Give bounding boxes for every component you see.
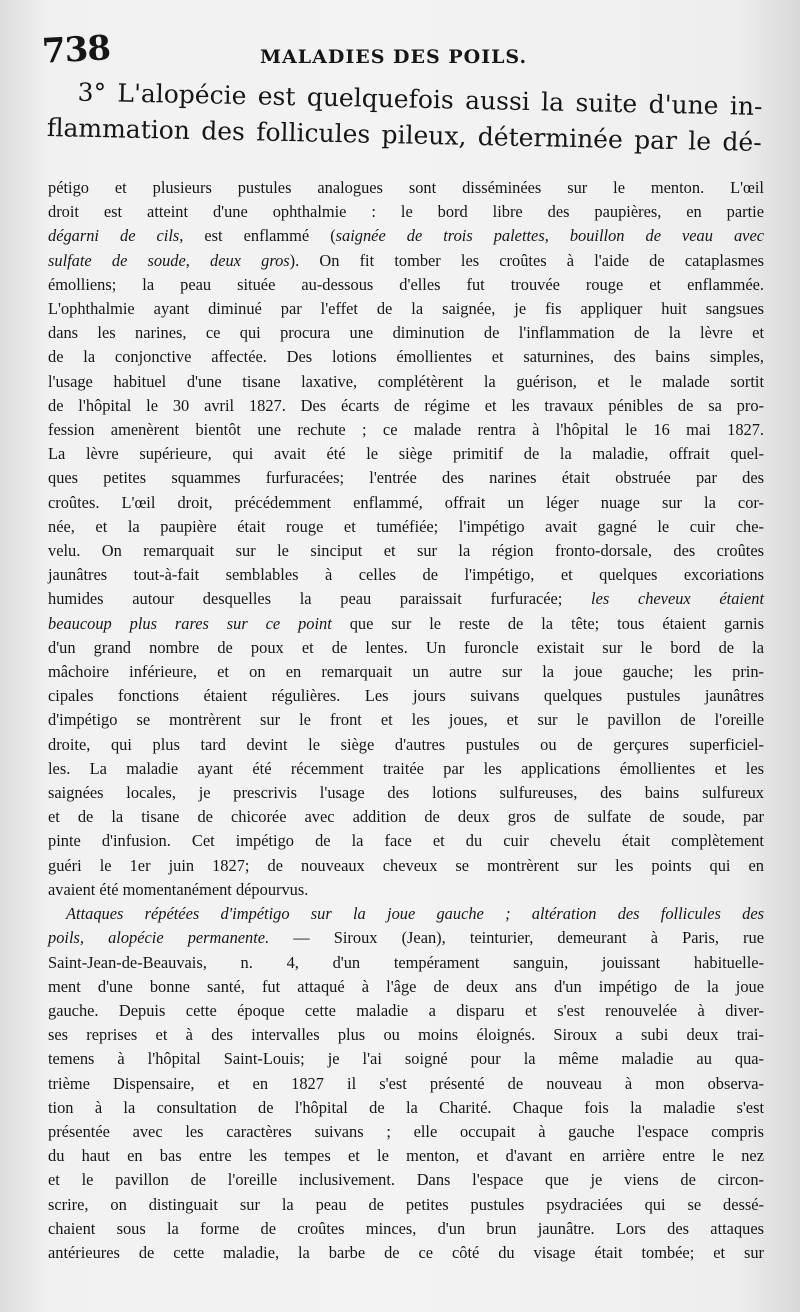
body-text-segment: , est enflammé ( bbox=[179, 226, 336, 246]
case-title-italic: Attaques répétées d'impétigo sur la joue gauche ; altération des follicules des bbox=[66, 904, 764, 924]
running-title: MALADIES DES POILS. bbox=[260, 46, 528, 68]
italic-segment: les cheveux étaient bbox=[591, 589, 764, 609]
body-text-segment: les. La maladie ayant été récemment traitée par les applications émollientes et les bbox=[48, 758, 764, 778]
body-text-segment: pinte d'infusion. Cet impétigo de la face et du cuir chevelu était complètement bbox=[48, 831, 764, 851]
lead-line: 3° L'alopécie est quelquefois aussi la suite d'une in- bbox=[77, 77, 763, 121]
body-text-segment: droite, qui plus tard devint le siège d'autres pustules ou de gerçures superficiel- bbox=[48, 734, 764, 754]
body-text-segment: ). On fit tomber les croûtes à l'aide de cataplasmes bbox=[289, 250, 765, 270]
italic-segment: beaucoup plus rares sur ce point bbox=[48, 613, 332, 633]
body-text-segment: fession amenèrent bientôt une rechute ; ce malade rentra à l'hôpital le 16 mai 1827. bbox=[48, 420, 764, 440]
italic-segment: deux gros bbox=[210, 250, 290, 270]
body-text-segment: droit est atteint d'une ophthalmie : le bord libre des paupières, en partie bbox=[48, 202, 764, 222]
case-title-italic: poils, alopécie permanente. bbox=[48, 928, 270, 948]
body-text-segment: guéri le 1er juin 1827; de nouveaux cheveux se montrèrent sur les points qui en bbox=[48, 855, 764, 875]
body-text bbox=[48, 176, 764, 1265]
body-text-segment: l'usage habituel d'une tisane laxative, complétèrent la guérison, et le malade sortit bbox=[48, 371, 764, 391]
body-text-segment: ses reprises et à des intervalles plus ou moins éloignés. Siroux a subi deux trai- bbox=[48, 1025, 764, 1045]
body-text-segment: et le pavillon de l'oreille inclusivement. Dans l'espace que je viens de circon- bbox=[48, 1170, 764, 1190]
body-text-segment: mâchoire inférieure, et on en remarquait un autre sur la joue gauche; les prin- bbox=[48, 662, 764, 682]
body-text-segment: humides autour desquelles la peau paraissait furfuracée; bbox=[48, 589, 592, 609]
body-text-segment: jaunâtres tout-à-fait semblables à celles de l'impétigo, et quelques excoriations bbox=[48, 565, 764, 585]
body-text-segment: émolliens; la peau située au-dessous d'elles fut trouvée rouge et enflammée. bbox=[48, 274, 764, 294]
body-text-segment: cipales fonctions étaient régulières. Les jours suivans quelques pustules jaunâtres bbox=[48, 686, 764, 706]
body-text-segment: d'impétigo se montrèrent sur le front et les joues, et sur le pavillon de l'oreille bbox=[48, 710, 764, 730]
body-text-segment: ment d'une bonne santé, fut attaqué à l'âge de deux ans d'un impétigo de la joue bbox=[48, 976, 764, 996]
body-text-segment: temens à l'hôpital Saint-Louis; je l'ai soigné pour la même maladie au qua- bbox=[48, 1049, 764, 1069]
body-text-segment: avaient été momentanément dépourvus. bbox=[48, 879, 309, 899]
body-text-segment: chaient sous la forme de croûtes minces, d'un brun jaunâtre. Lors des attaques bbox=[48, 1218, 764, 1238]
body-text-segment: , bbox=[185, 250, 211, 270]
body-text-segment: Saint-Jean-de-Beauvais, n. 4, d'un tempérament sanguin, jouissant habituelle- bbox=[48, 952, 764, 972]
body-text-segment: velu. On remarquait sur le sinciput et sur la région fronto-dorsale, des croûtes bbox=[48, 541, 764, 561]
italic-segment: dégarni de cils bbox=[48, 226, 180, 246]
italic-segment: bouillon de veau avec bbox=[569, 226, 764, 246]
body-text-segment: scrire, on distinguait sur la peau de petites pustules psydraciées qui se dessé- bbox=[48, 1194, 764, 1214]
body-text-segment: gauche. Depuis cette époque cette maladie a disparu et s'est renouvelée à diver- bbox=[48, 1000, 764, 1020]
body-text-segment: et de la tisane de chicorée avec addition de deux gros de sulfate de soude, par bbox=[48, 807, 764, 827]
body-text-segment: de la conjonctive affectée. Des lotions émollientes et saturnines, des bains simples, bbox=[48, 347, 764, 367]
body-text-segment: croûtes. L'œil droit, précédemment enflammé, offrait un léger nuage sur la cor- bbox=[48, 492, 764, 512]
body-text-segment: La lèvre supérieure, qui avait été le siège primitif de la maladie, offrait quel- bbox=[48, 444, 764, 464]
body-text-segment: dans les narines, ce qui procura une diminution de l'inflammation de la lèvre et bbox=[48, 323, 764, 343]
body-text-segment: née, et la paupière était rouge et tuméfiée; l'impétigo avait gagné le cuir che- bbox=[48, 516, 764, 536]
body-text-segment: saignées locales, je prescrivis l'usage des lotions sulfureuses, des bains sulfureux bbox=[48, 783, 764, 803]
lead-line: flammation des follicules pileux, déterminée par le dé- bbox=[46, 112, 763, 157]
italic-segment: saignée de trois palettes bbox=[335, 226, 545, 246]
body-text-segment: L'ophthalmie ayant diminué par l'effet de la saignée, je fis appliquer huit sangsues bbox=[48, 299, 764, 319]
body-text-segment: , bbox=[544, 226, 570, 246]
body-text-segment: pétigo et plusieurs pustules analogues sont disséminées sur le menton. L'œil bbox=[48, 178, 764, 197]
body-text-segment: tion à la consultation de l'hôpital de la Charité. Chaque fois la maladie s'est bbox=[48, 1097, 764, 1117]
body-text-segment: d'un grand nombre de poux et de lentes. Un furoncle existait sur le bord de la bbox=[48, 637, 764, 657]
body-text-segment: que sur le reste de la tête; tous étaient garnis bbox=[331, 613, 764, 633]
body-text-segment: ques petites squammes furfuracées; l'entrée des narines était obstruée par des bbox=[48, 468, 764, 488]
lead-paragraph bbox=[46, 74, 762, 161]
body-text-segment: antérieures de cette maladie, la barbe de ce côté du visage était tombée; et sur bbox=[48, 1242, 764, 1262]
italic-segment: sulfate de soude bbox=[48, 250, 186, 270]
body-text-segment: — Siroux (Jean), teinturier, demeurant à Paris, rue bbox=[269, 928, 764, 948]
body-text-segment: du haut en bas entre les tempes et le menton, et d'avant en arrière entre le nez bbox=[48, 1146, 764, 1166]
body-text-segment: présentée avec les caractères suivans ; elle occupait à gauche l'espace compris bbox=[48, 1121, 764, 1141]
page-header bbox=[40, 26, 780, 72]
body-text-segment: trième Dispensaire, et en 1827 il s'est présenté de nouveau à mon observa- bbox=[48, 1073, 764, 1093]
body-text-segment: de l'hôpital le 30 avril 1827. Des écarts de régime et les travaux pénibles de sa pro- bbox=[48, 395, 764, 415]
page-number: 738 bbox=[40, 28, 111, 72]
